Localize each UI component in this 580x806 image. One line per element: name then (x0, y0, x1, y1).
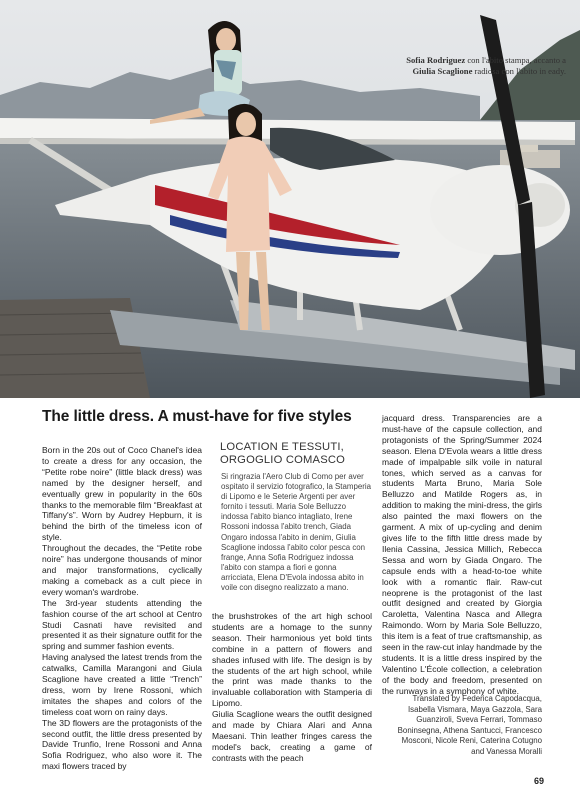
paragraph: Born in the 20s out of Coco Chanel's idea to create a dress for any occasion, the “Petite robe noire” (little black dress) was named by the designer herself, and eventually grew in popularity in the 60s thanks to the memorable film “Breakfast at Tiffany's”. Worn by Audrey Hepburn, it is behind the birth of the timeless icon of style. (42, 445, 202, 543)
paragraph: Giulia Scaglione wears the outfit designed and made by Chiara Alari and Anna Maesani. Thin leather fringes caress the model's back, creating a game of contrasts with the peach (212, 709, 372, 763)
article-column-3 (382, 413, 542, 697)
article-column-1 (42, 445, 202, 772)
paragraph: the brushstrokes of the art high school students are a homage to the sunny season. Their harmonious yet bold tints combine in a pattern of flowers and shades infused with life. The design is by the students of the art high school, while the print was made thanks to the invaluable collaboration with Stamperia di Lipomo. (212, 611, 372, 709)
sidebar-box-text: Si ringrazia l'Aero Club di Como per aver ospitato il servizio fotografico, la Stamperia di Lipomo e le Seterie Argenti per aver fornito i tessuti. Maria Sole Belluzzo indossa l'abito bianco intagliato, Irene Rossoni indossa l'abito trench, Giada Ongaro indossa l'abito in denim, Giulia Scaglione indossa l'abito color pesca con frange, Anna Sofia Rodriguez indossa l'abito con stampa a fiori e gonna arricciata, Elena D'Evola indossa abito in voile con disegno realizzato a mano. (221, 472, 371, 593)
paragraph: The 3rd-year students attending the fashion course of the art school at Centro Studi Casnati have revisited and presented it as their signature outfit for the spring and summer fashion events. (42, 597, 202, 652)
page-number: 69 (533, 776, 544, 786)
sidebar-box-title: LOCATION E TESSUTI, ORGOGLIO COMASCO (220, 441, 346, 466)
caption-text-2: radiosa con l'abito in eady. (472, 66, 566, 76)
article-headline: The little dress. A must-have for five styles (42, 408, 352, 425)
translation-credits: Translated by Federica Capodacqua, Isabella Vismara, Maya Gazzola, Sara Guanziroli, Sveva Ferrari, Tommaso Boninsegna, Athena Santucci, Francesco Mosconi, Nicole Reni, Caterina Cotugno and Vanessa Moralli (397, 694, 542, 756)
sidebar-box (212, 441, 372, 593)
paragraph: Throughout the decades, the “Petite robe noire” has undergone thousands of minor and major transformations, cyclically making a comeback as a cult piece in every woman's wardrobe. (42, 543, 202, 597)
paragraph: The 3D flowers are the protagonists of the second outfit, the little dress presented by Davide Trunfio, Irene Rossoni and Anna Sofia Rodriguez, who also wore it. The maxi flowers traced by (42, 717, 202, 772)
photo-caption (406, 55, 566, 77)
caption-name-1: Sofia Rodriguez (406, 55, 466, 65)
caption-name-2: Giulia Scaglione (412, 66, 473, 76)
caption-text-1: con l'abito stampa, accanto a (465, 55, 566, 65)
paragraph: Having analysed the latest trends from the catwalks, Camilla Marangoni and Giula Scaglione have created a little “Trench” dress, worn by Irene Rossoni, which imitates the shapes and colors of the timeless coat worn on rainy days. (42, 652, 202, 717)
paragraph: jacquard dress. Transparencies are a must-have of the capsule collection, and protagonists of the Spring/Summer 2024 season. Elena D'Evola wears a little dress made of impalpable silk voile in natural tones, which served as a canvas for students Marta Bruno, Maria Sole Belluzzo and Matilde Rogers as, in addition to making the mini-dress, the girls also painted the maxi flowers on the garment. A mix of up-cycling and denim gives life to the fifth little dress made by Ilenia Cassina, Jessica Millich, Rebecca Sessa and worn by Giada Ongaro. The capsule ends with a head-to-toe white look with a romantic flair. Raw-cut neoprene is the protagonist of the last outfit designed and created by Giorgia Caroletta, Valentina Nasca and Allegra Raimondo. Worn by Maria Sole Belluzzo, this item is a feat of true craftsmanship, as seen in the raw-cut inlay handmade by the students. It is a little dress inspired by the Valentino L'École collection, a celebration of the body and freedom, presented on the runways in a symphony of white. (382, 413, 542, 696)
article-column-2 (212, 611, 372, 764)
